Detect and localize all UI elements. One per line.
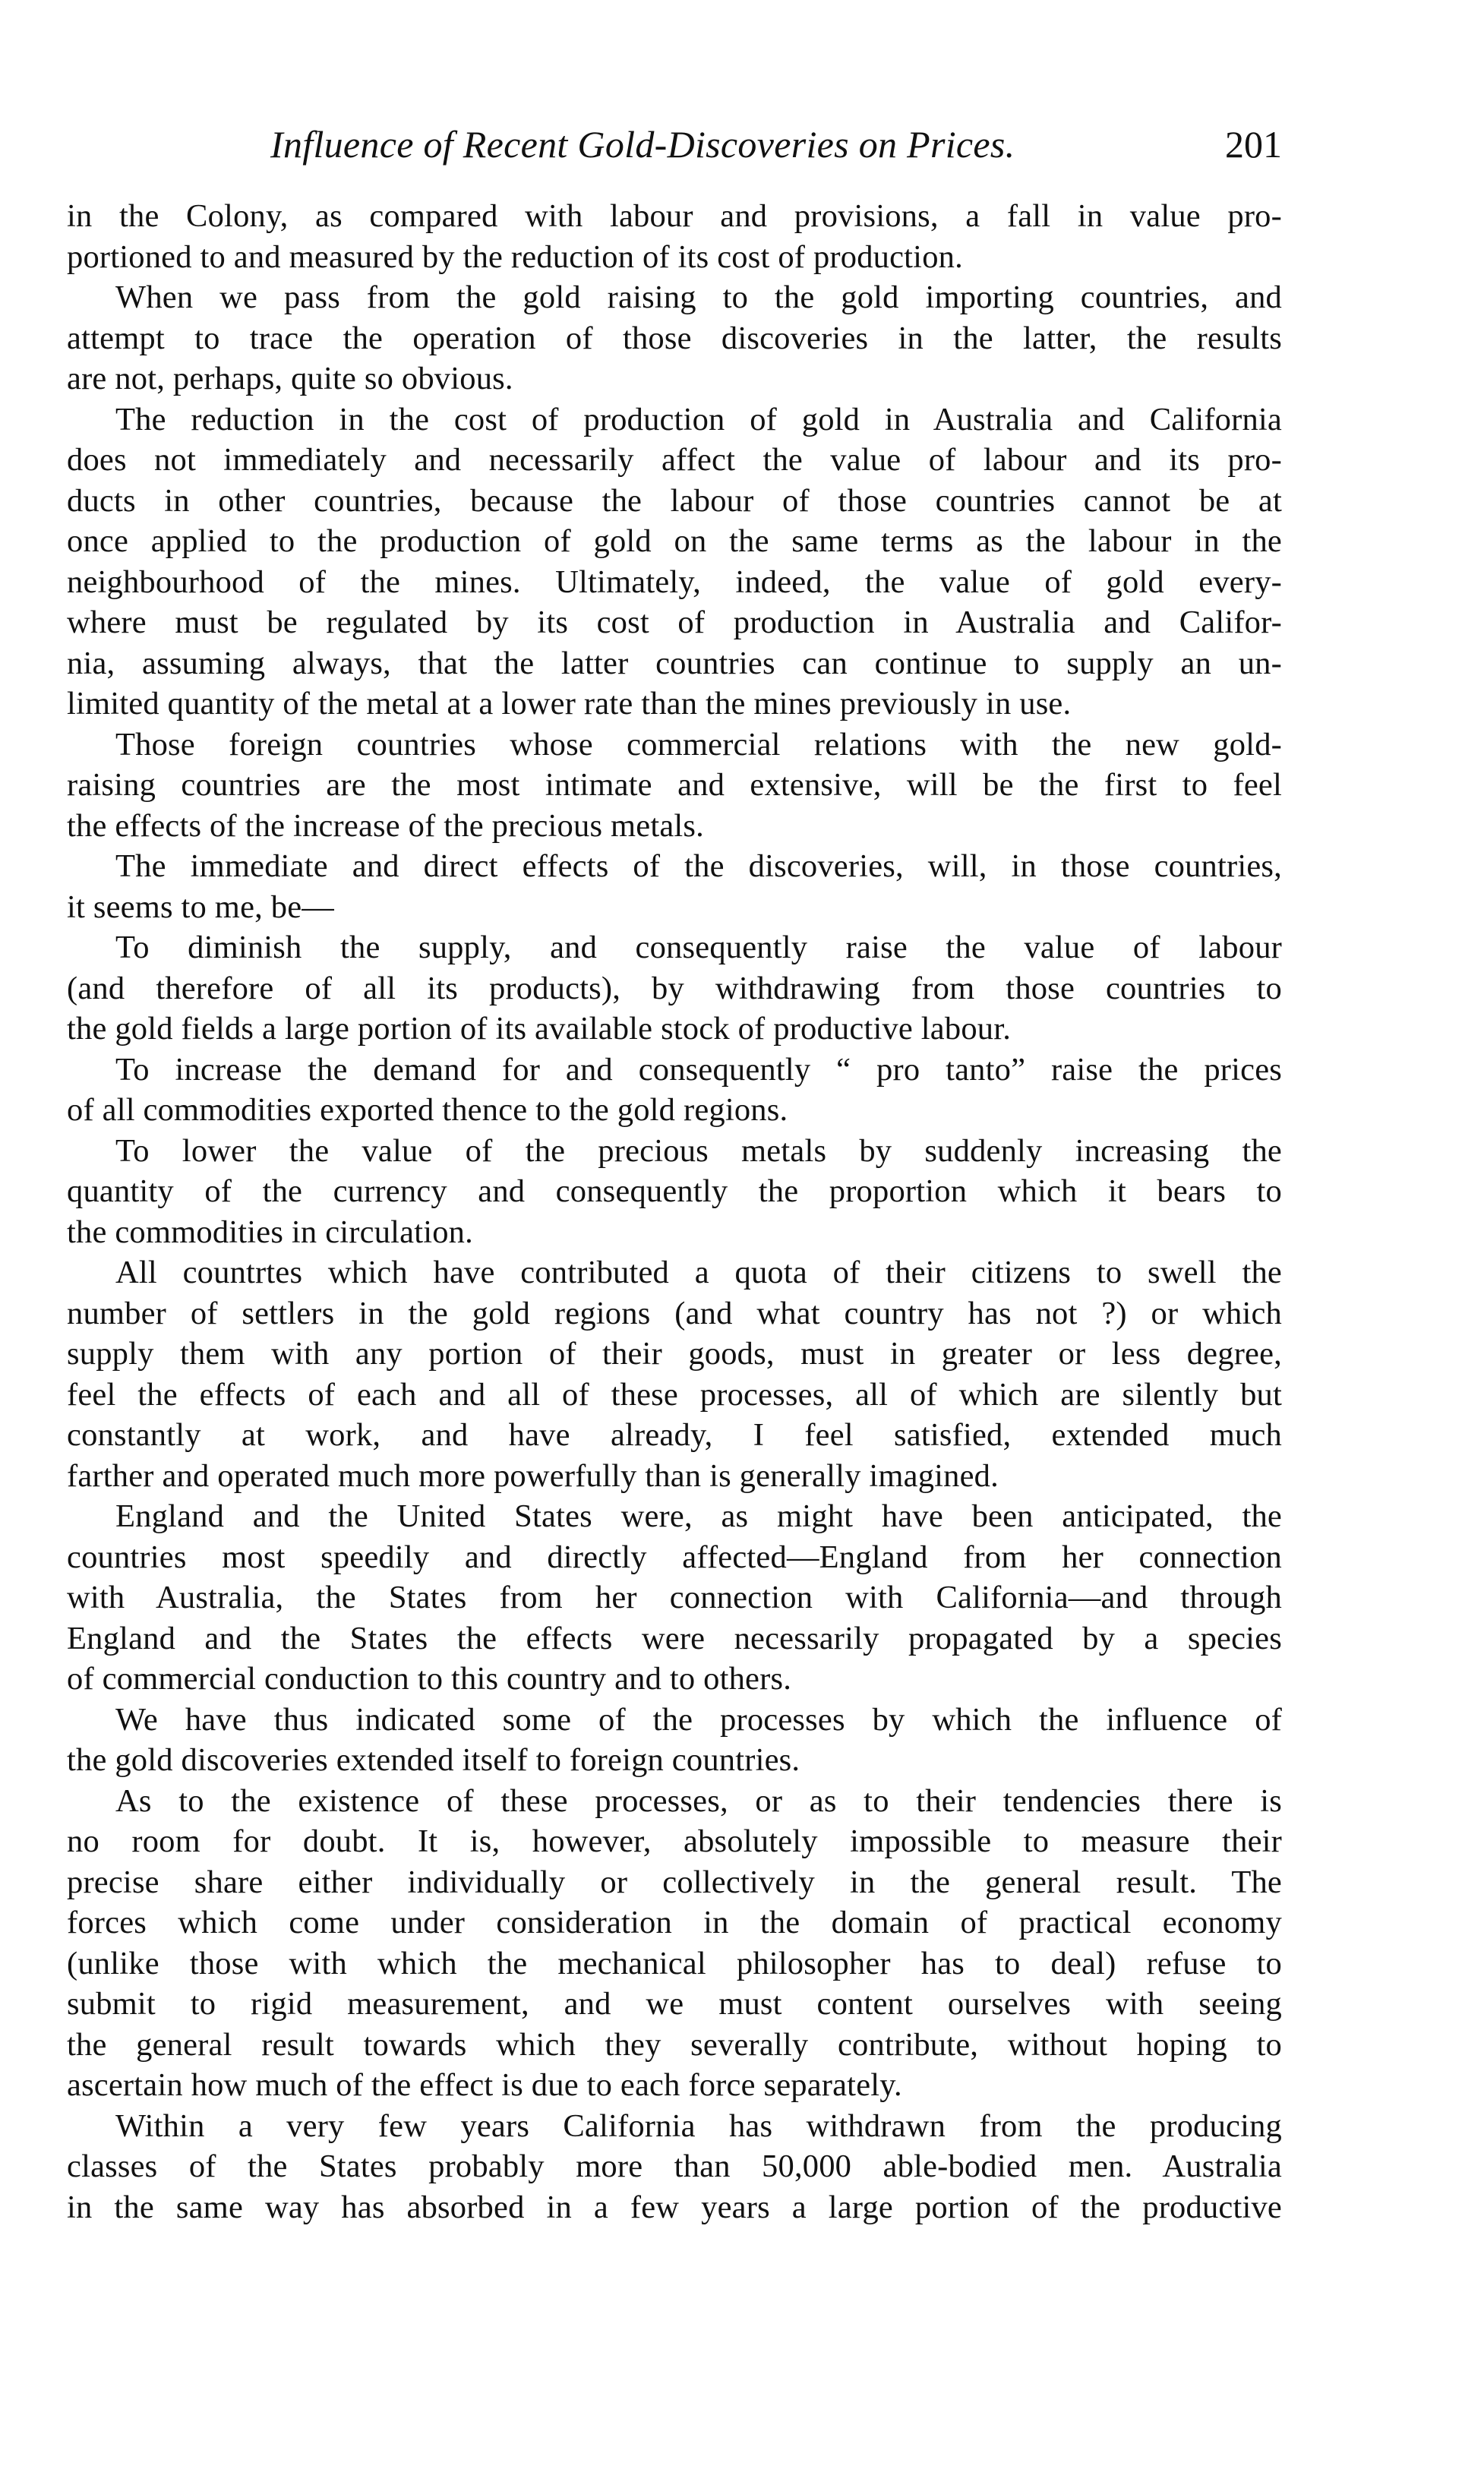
text-line: portioned to and measured by the reduction of its cost of production. [67,238,963,275]
text-line: constantly at work, and have already, I feel satisfied, extended much [67,1417,1282,1453]
text-line: raising countries are the most intimate and extensive, will be the first to feel [67,767,1282,803]
text-line: countries most speedily and directly affected—England from her connection [67,1539,1282,1575]
text-line: (and therefore of all its products), by withdrawing from those countries to [67,970,1282,1006]
text-line: neighbourhood of the mines. Ultimately, indeed, the value of gold every- [67,564,1282,600]
text-line: the gold discoveries extended itself to foreign countries. [67,1742,800,1778]
text-line: We have thus indicated some of the processes by which the influence of [115,1701,1282,1738]
text-line: forces which come under consideration in the domain of practical economy [67,1905,1282,1940]
text-line: attempt to trace the operation of those discoveries in the latter, the results [67,320,1282,356]
text-line: nia, assuming always, that the latter countries can continue to supply an un- [67,645,1282,681]
text-line: the commodities in circulation. [67,1214,473,1250]
text-line: the general result towards which they severally contribute, without hoping to [67,2026,1282,2063]
text-line: The immediate and direct effects of the discoveries, will, in those countries, [115,848,1282,884]
text-line: submit to rigid measurement, and we must content ourselves with seeing [67,1986,1282,2022]
text-line: the effects of the increase of the precious metals. [67,807,704,844]
text-line: in the Colony, as compared with labour and provisions, a fall in value pro- [67,198,1282,234]
text-line: England and the United States were, as might have been anticipated, the [115,1498,1282,1534]
text-line: of commercial conduction to this country and to others. [67,1661,792,1697]
text-line: precise share either individually or collectively in the general result. The [67,1864,1282,1900]
text-line: does not immediately and necessarily affect the value of labour and its pro- [67,442,1282,478]
page-header [67,114,1282,175]
text-line: Within a very few years California has withdrawn from the producing [115,2107,1282,2144]
text-line: farther and operated much more powerfully than is generally imagined. [67,1457,999,1494]
text-line: it seems to me, be— [67,889,334,925]
text-line: ascertain how much of the effect is due to each force separately. [67,2067,902,2103]
text-line: quantity of the currency and consequently the proportion which it bears to [67,1173,1282,1209]
text-line: When we pass from the gold raising to the gold importing countries, and [115,279,1282,315]
text-line: once applied to the production of gold on the same terms as the labour in the [67,523,1282,559]
text-line: All countrtes which have contributed a quota of their citizens to swell the [115,1255,1282,1290]
text-line: To diminish the supply, and consequently raise the value of labour [115,930,1282,965]
text-line: are not, perhaps, quite so obvious. [67,361,513,396]
text-line: number of settlers in the gold regions (and what country has not ?) or which [67,1295,1282,1331]
text-line: classes of the States probably more than 50,000 able-bodied men. Australia [67,2148,1282,2184]
text-line: England and the States the effects were necessarily propagated by a species [67,1620,1282,1656]
text-line: To increase the demand for and consequently “ pro tanto” raise the prices [115,1051,1282,1088]
page-number: 201 [1225,123,1282,166]
text-line: limited quantity of the metal at a lower rate than the mines previously in use. [67,686,1072,721]
text-line: the gold fields a large portion of its available stock of productive labour. [67,1011,1012,1047]
text-line: no room for doubt. It is, however, absolutely impossible to measure their [67,1823,1282,1859]
text-line: ducts in other countries, because the labour of those countries cannot be at [67,482,1282,519]
text-line: where must be regulated by its cost of production in Australia and Califor- [67,605,1282,640]
text-line: As to the existence of these processes, or as to their tendencies there is [115,1782,1282,1819]
body-text [67,196,1282,2227]
text-line: feel the effects of each and all of these processes, all of which are silently but [67,1376,1282,1413]
text-line: with Australia, the States from her connection with California—and through [67,1580,1282,1615]
text-line: in the same way has absorbed in a few years a large portion of the productive [67,2189,1282,2225]
running-title: Influence of Recent Gold-Discoveries on Prices. [270,123,1015,166]
text-line: supply them with any portion of their goods, must in greater or less degree, [67,1336,1282,1372]
text-line: of all commodities exported thence to the gold regions. [67,1092,788,1128]
text-line: The reduction in the cost of production of gold in Australia and California [115,401,1282,437]
text-line: To lower the value of the precious metals by suddenly increasing the [115,1132,1282,1169]
text-line: Those foreign countries whose commercial relations with the new gold- [115,726,1282,762]
text-line: (unlike those with which the mechanical philosopher has to deal) refuse to [67,1945,1282,1981]
